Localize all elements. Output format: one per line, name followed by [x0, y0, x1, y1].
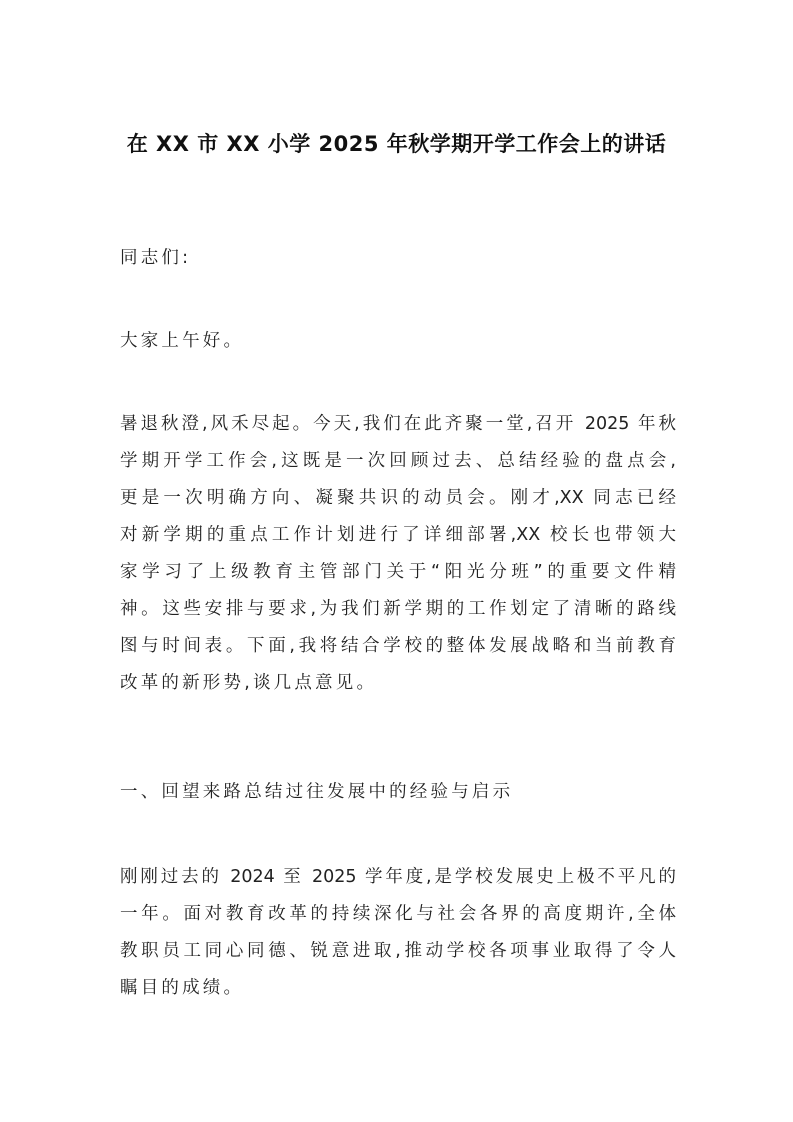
paragraph-line: 神。这些安排与要求,为我们新学期的工作划定了清晰的路线 — [120, 599, 676, 619]
section-heading: 一、回望来路总结过往发展中的经验与启示 — [120, 782, 514, 802]
greeting: 大家上午好。 — [120, 331, 245, 351]
paragraph-line: 对新学期的重点工作计划进行了详细部署,XX 校长也带领大 — [120, 525, 676, 545]
paragraph-line: 家学习了上级教育主管部门关于“阳光分班”的重要文件精 — [120, 562, 676, 582]
paragraph-line: 瞩目的成绩。 — [120, 978, 245, 998]
salutation: 同志们: — [120, 248, 192, 268]
paragraph-line: 刚刚过去的 2024 至 2025 学年度,是学校发展史上极不平凡的 — [120, 867, 676, 887]
paragraph-line: 图与时间表。下面,我将结合学校的整体发展战略和当前教育 — [120, 636, 676, 656]
paragraph-line: 更是一次明确方向、凝聚共识的动员会。刚才,XX 同志已经 — [120, 488, 676, 508]
document-title: 在 XX 市 XX 小学 2025 年秋学期开学工作会上的讲话 — [126, 132, 667, 156]
paragraph-line: 教职员工同心同德、锐意进取,推动学校各项事业取得了令人 — [120, 941, 676, 961]
paragraph-line: 改革的新形势,谈几点意见。 — [120, 673, 378, 693]
paragraph-line: 学期开学工作会,这既是一次回顾过去、总结经验的盘点会, — [120, 451, 676, 471]
paragraph-line: 暑退秋澄,风禾尽起。今天,我们在此齐聚一堂,召开 2025 年秋 — [120, 414, 676, 434]
paragraph-line: 一年。面对教育改革的持续深化与社会各界的高度期许,全体 — [120, 904, 676, 924]
